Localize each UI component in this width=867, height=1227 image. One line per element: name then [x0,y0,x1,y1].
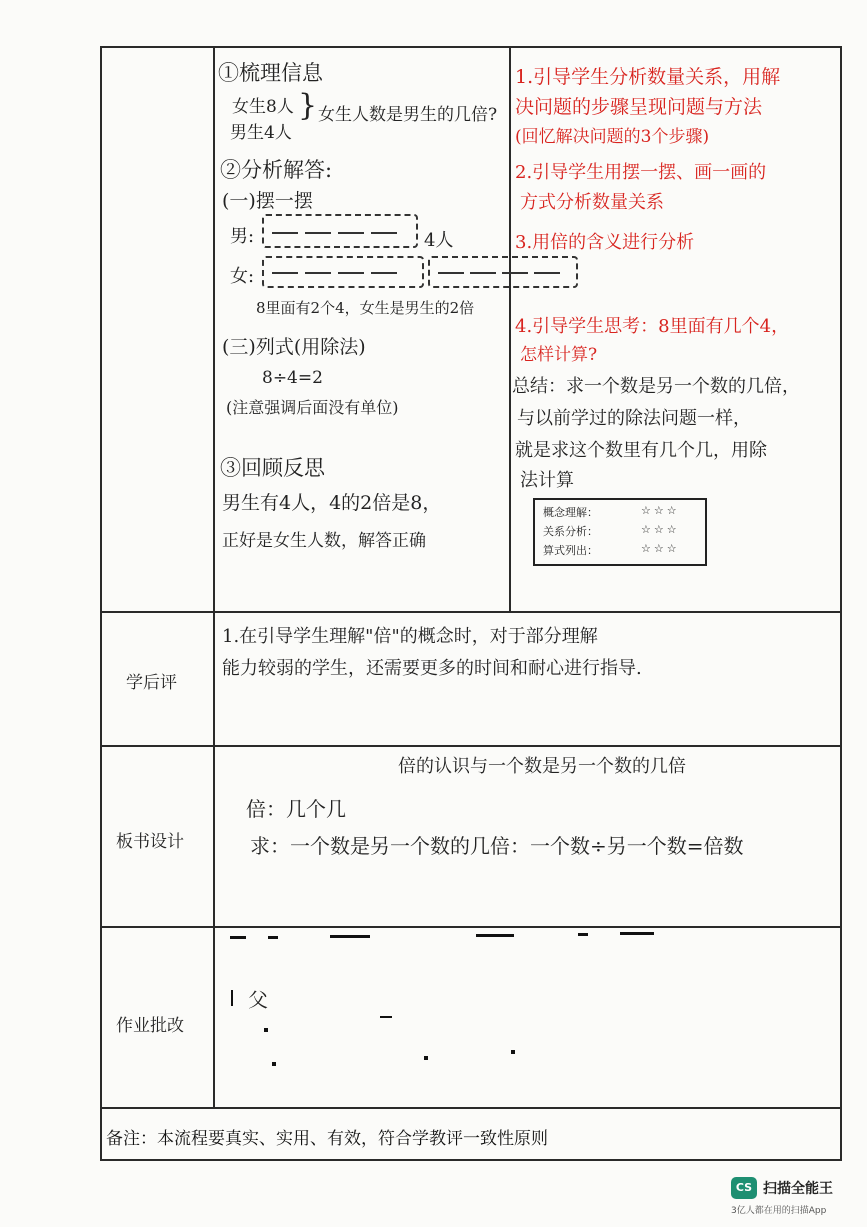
partial-stroke [476,934,514,937]
guide-4b: 怎样计算? [520,345,598,365]
table-border-bottom [100,1159,842,1161]
row-divider-3 [100,926,842,928]
rubric-stars: ☆☆☆ [641,523,680,536]
review-line-2: 正好是女生人数，解答正确 [222,531,426,551]
sub2-heading: (三)列式(用除法) [222,336,366,358]
scanner-logo-icon: CS [731,1177,757,1199]
partial-stroke [620,932,654,935]
scanner-name: 扫描全能王 [763,1181,833,1197]
boys-group-box [262,214,418,248]
girls-mark [534,272,560,274]
self-assessment-rubric [533,498,707,566]
sub1-heading: (一)摆一摆 [222,190,313,212]
reflection-line-1: 1.在引导学生理解"倍"的概念时，对于部分理解 [222,626,598,647]
row-boys-count: 4人 [424,230,454,251]
row-divider-2 [100,745,842,747]
summary-2: 与以前学过的除法问题一样， [517,408,751,429]
partial-stroke [272,1062,276,1066]
row-divider-1 [100,611,842,613]
girls-mark [272,272,298,274]
table-border-left [100,46,102,1161]
girls-mark [502,272,528,274]
girls-mark [438,272,464,274]
fact-girls: 女生8人 [232,97,294,117]
reflection-line-2: 能力较弱的学生，还需要更多的时间和耐心进行指导. [222,658,642,679]
step3-heading: ③回顾反思 [220,456,325,480]
board-line-2: 求：一个数是另一个数的几倍：一个数÷另一个数=倍数 [250,834,744,858]
guide-1b: 决问题的步骤呈现问题与方法 [515,96,763,118]
summary-3: 就是求这个数里有几个几，用除 [515,440,767,461]
partial-stroke [231,990,233,1006]
boys-mark [272,232,298,234]
review-line-1: 男生有4人，4的2倍是8， [222,492,442,514]
girls-mark [470,272,496,274]
table-border-top [100,46,842,48]
partial-stroke [264,1028,268,1032]
homework-fragment: 父 [248,988,268,1012]
guide-2a: 2.引导学生用摆一摆、画一画的 [515,162,767,183]
partial-stroke [578,933,588,936]
guide-4a: 4.引导学生思考：8里面有几个4， [515,316,790,337]
scanner-watermark [731,1177,851,1215]
remarks: 备注：本流程要真实、实用、有效，符合学教评一致性原则 [106,1129,548,1148]
brace-icon: } [298,88,318,123]
rubric-stars: ☆☆☆ [641,504,680,517]
summary-4: 法计算 [520,470,574,491]
partial-stroke [380,1016,392,1018]
division-equation: 8÷4=2 [262,368,323,388]
boys-mark [371,232,397,234]
row-girls-label: 女: [230,266,255,287]
content-column-divider [509,46,511,612]
model-conclusion: 8里面有2个4，女生是男生的2倍 [256,299,475,317]
girls-mark [338,272,364,274]
row-divider-4 [100,1107,842,1109]
summary-1: 总结：求一个数是另一个数的几倍， [512,376,800,397]
partial-stroke [511,1050,515,1054]
scanner-tagline: 3亿人都在用的扫描App [731,1206,827,1216]
guide-1a: 1.引导学生分析数量关系，用解 [515,66,781,88]
board-label: 板书设计 [116,832,184,851]
partial-stroke [230,936,246,939]
guide-2b: 方式分析数量关系 [520,192,664,213]
label-column-divider [213,46,215,1108]
homework-label: 作业批改 [116,1016,184,1035]
girls-mark [305,272,331,274]
board-title: 倍的认识与一个数是另一个数的几倍 [398,756,686,777]
table-border-right [840,46,842,1161]
boys-mark [338,232,364,234]
partial-stroke [424,1056,428,1060]
partial-stroke [330,935,370,938]
boys-mark [305,232,331,234]
step1-heading: ①梳理信息 [218,61,323,85]
guide-1c: (回忆解决问题的3个步骤) [515,127,710,147]
row-boys-label: 男: [230,226,255,247]
guide-3: 3.用倍的含义进行分析 [515,232,695,253]
step2-heading: ②分析解答: [220,158,333,182]
partial-stroke [268,936,278,939]
fact-boys: 男生4人 [230,123,292,143]
board-line-1: 倍：几个几 [246,797,346,821]
rubric-stars: ☆☆☆ [641,542,680,555]
rubric-label: 概念理解： [543,506,598,519]
rubric-label: 关系分析： [543,525,598,538]
equation-note: (注意强调后面没有单位) [226,398,399,417]
reflection-label: 学后评 [126,673,177,692]
girls-mark [371,272,397,274]
problem-question: 女生人数是男生的几倍? [318,105,498,125]
rubric-label: 算式列出： [543,544,598,557]
